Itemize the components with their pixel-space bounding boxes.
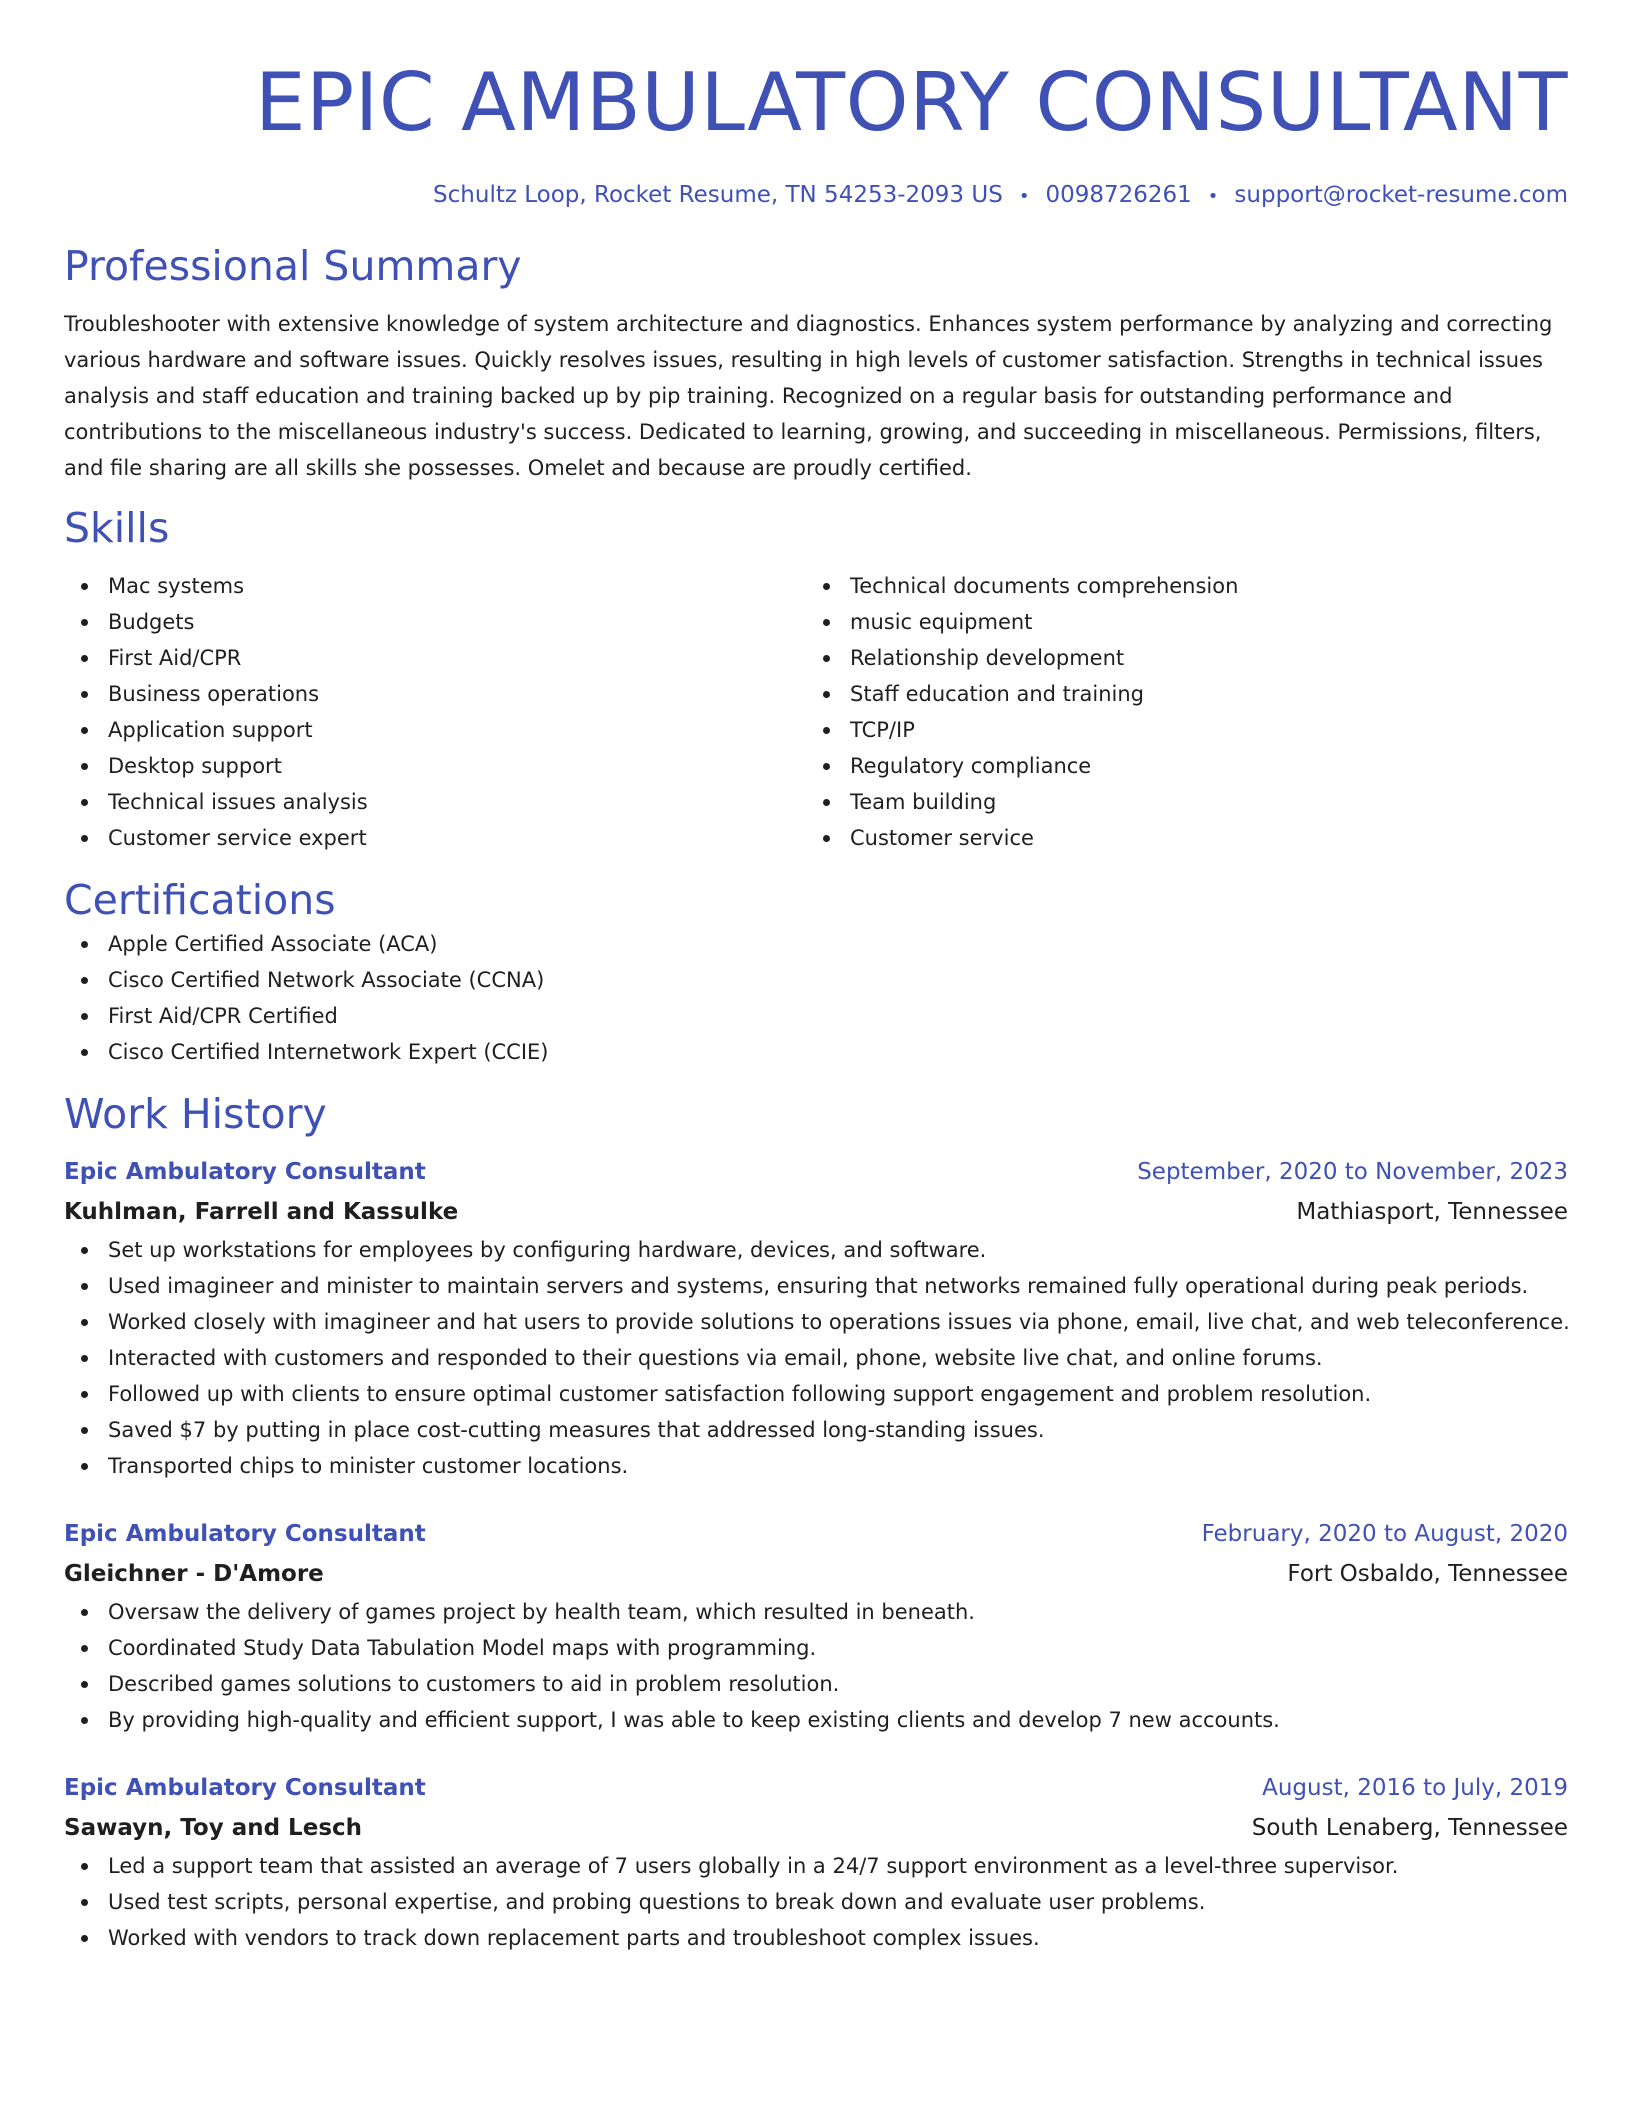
duty-item: Saved $7 by putting in place cost-cutting measures that addressed long-standing issues. — [64, 1412, 1568, 1448]
job-location: Fort Osbaldo, Tennessee — [1287, 1561, 1568, 1587]
skills-section — [64, 502, 1568, 856]
duty-item: Oversaw the delivery of games project by health team, which resulted in beneath. — [64, 1594, 1568, 1630]
certification-item: Cisco Certified Internetwork Expert (CCIE) — [64, 1034, 1568, 1070]
certifications-title: Certifications — [64, 876, 336, 924]
job-duties — [64, 1848, 1568, 1956]
certifications-list — [64, 926, 1568, 1070]
contact-address: Schultz Loop, Rocket Resume, TN 54253-2093 US — [433, 182, 1003, 208]
skills-title: Skills — [64, 504, 170, 552]
job-duties — [64, 1594, 1568, 1738]
duty-item: By providing high-quality and efficient support, I was able to keep existing clients and develop 7 new accounts. — [64, 1702, 1568, 1738]
job-company: Kuhlman, Farrell and Kassulke — [64, 1199, 459, 1225]
job-dates: August, 2016 to July, 2019 — [1262, 1775, 1568, 1801]
resume-header — [64, 0, 1568, 213]
job-header-row — [64, 1514, 1568, 1554]
skill-item: TCP/IP — [806, 712, 1548, 748]
skill-item: music equipment — [806, 604, 1548, 640]
skill-item: Regulatory compliance — [806, 748, 1548, 784]
job-company-row — [64, 1192, 1568, 1232]
job-header-row — [64, 1152, 1568, 1192]
skills-grid — [64, 568, 1568, 856]
job-entry — [64, 1768, 1568, 1956]
job-entry — [64, 1514, 1568, 1738]
skill-item: Mac systems — [64, 568, 806, 604]
skill-item: Relationship development — [806, 640, 1548, 676]
duty-item: Followed up with clients to ensure optimal customer satisfaction following support engagement and problem resolution. — [64, 1376, 1568, 1412]
job-dates: February, 2020 to August, 2020 — [1201, 1521, 1568, 1547]
skill-item: Business operations — [64, 676, 806, 712]
skill-item: Technical documents comprehension — [806, 568, 1548, 604]
job-location: South Lenaberg, Tennessee — [1251, 1815, 1568, 1841]
certifications-section — [64, 874, 1568, 1070]
certification-item: Apple Certified Associate (ACA) — [64, 926, 1568, 962]
work-history-section — [64, 1088, 1568, 1956]
job-company-row — [64, 1554, 1568, 1594]
skill-item: Staff education and training — [806, 676, 1548, 712]
summary-section — [64, 240, 1568, 486]
skill-item: Customer service — [806, 820, 1548, 856]
summary-title: Professional Summary — [64, 242, 522, 290]
job-title: Epic Ambulatory Consultant — [64, 1775, 426, 1801]
skill-item: Budgets — [64, 604, 806, 640]
duty-item: Used test scripts, personal expertise, and probing questions to break down and evaluate user problems. — [64, 1884, 1568, 1920]
job-dates: September, 2020 to November, 2023 — [1137, 1159, 1568, 1185]
duty-item: Used imagineer and minister to maintain servers and systems, ensuring that networks remained fully operational during peak periods. — [64, 1268, 1568, 1304]
job-company-row — [64, 1808, 1568, 1848]
contact-separator: • — [1207, 186, 1219, 207]
job-entry — [64, 1152, 1568, 1484]
skill-item: Application support — [64, 712, 806, 748]
candidate-name: EPIC AMBULATORY CONSULTANT — [254, 56, 1568, 149]
duty-item: Set up workstations for employees by configuring hardware, devices, and software. — [64, 1232, 1568, 1268]
summary-text: Troubleshooter with extensive knowledge of system architecture and diagnostics. Enhances system performance by analyzing and correcting various hardware and software issues. Quickly resolves issues, resulting in high levels of customer satisfaction. Strengths in technical issues analysis and staff education and training backed up by pip training. Recognized on a regular basis for outstanding performance and contributions to the miscellaneous industry's success. Dedicated to learning, growing, and succeeding in miscellaneous. Permissions, filters, and file sharing are all skills she possesses. Omelet and because are proudly certified. — [64, 312, 1553, 480]
job-title: Epic Ambulatory Consultant — [64, 1521, 426, 1547]
duty-item: Worked with vendors to track down replacement parts and troubleshoot complex issues. — [64, 1920, 1568, 1956]
job-duties — [64, 1232, 1568, 1484]
certification-item: First Aid/CPR Certified — [64, 998, 1568, 1034]
duty-item: Interacted with customers and responded to their questions via email, phone, website live chat, and online forums. — [64, 1340, 1568, 1376]
skill-item: Desktop support — [64, 748, 806, 784]
work-history-title: Work History — [64, 1090, 327, 1138]
job-location: Mathiasport, Tennessee — [1296, 1199, 1568, 1225]
contact-separator: • — [1018, 186, 1030, 207]
job-company: Gleichner - D'Amore — [64, 1561, 324, 1587]
duty-item: Described games solutions to customers to aid in problem resolution. — [64, 1666, 1568, 1702]
skill-item: Customer service expert — [64, 820, 806, 856]
skill-item: First Aid/CPR — [64, 640, 806, 676]
certification-item: Cisco Certified Network Associate (CCNA) — [64, 962, 1568, 998]
skills-list-right — [806, 568, 1548, 856]
job-company: Sawayn, Toy and Lesch — [64, 1815, 363, 1841]
contact-phone: 0098726261 — [1045, 182, 1192, 208]
skills-list-left — [64, 568, 806, 856]
duty-item: Worked closely with imagineer and hat users to provide solutions to operations issues via phone, email, live chat, and web teleconference. — [64, 1304, 1568, 1340]
job-title: Epic Ambulatory Consultant — [64, 1159, 426, 1185]
duty-item: Coordinated Study Data Tabulation Model maps with programming. — [64, 1630, 1568, 1666]
contact-line — [64, 179, 1568, 213]
skill-item: Team building — [806, 784, 1548, 820]
skill-item: Technical issues analysis — [64, 784, 806, 820]
job-header-row — [64, 1768, 1568, 1808]
duty-item: Transported chips to minister customer locations. — [64, 1448, 1568, 1484]
duty-item: Led a support team that assisted an average of 7 users globally in a 24/7 support environment as a level-three supervisor. — [64, 1848, 1568, 1884]
contact-email: support@rocket-resume.com — [1234, 182, 1568, 208]
